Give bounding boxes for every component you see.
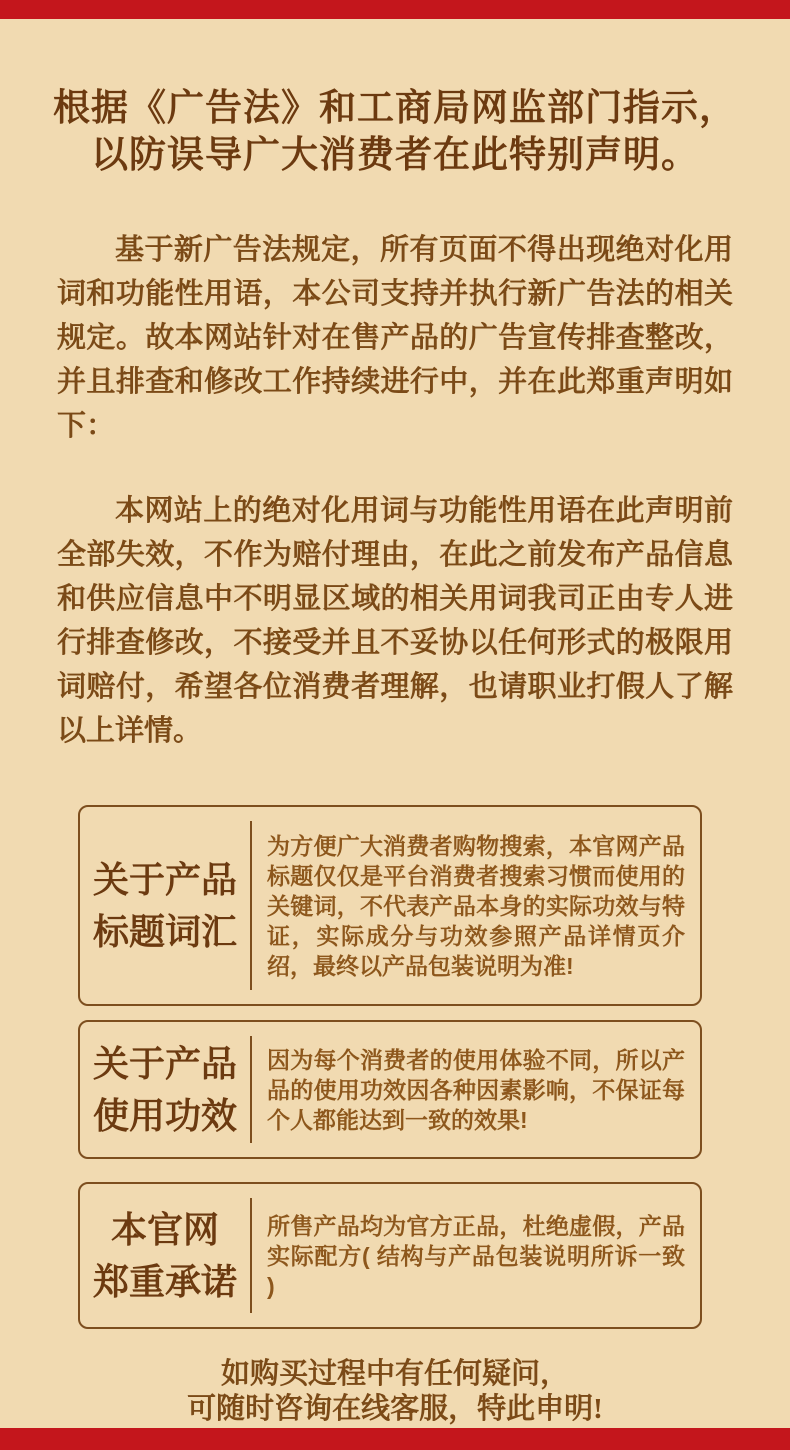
notice-box-title: [80, 1184, 250, 1327]
notice-box-body-text: 为方便广大消费者购物搜索，本官网产品标题仅仅是平台消费者搜索习惯而使用的关键词，不代表产品本身的实际功效与特证，实际成分与功效参照产品详情页介绍，最终以产品包装说明为准!: [267, 832, 685, 979]
top-red-bar: [0, 0, 790, 19]
footer-note: [0, 1357, 790, 1427]
notice-box-body: [252, 1022, 700, 1157]
notice-box-title-line-1: 关于产品: [92, 1043, 237, 1084]
notice-box-title-line-1: 关于产品: [92, 859, 237, 900]
notice-box-body-text: 因为每个消费者的使用体验不同，所以产品的使用功效因各种因素影响，不保证每个人都能达到一致的效果!: [267, 1046, 685, 1133]
notice-box-title: [80, 807, 250, 1004]
notice-box-body: [252, 807, 700, 1004]
page-title: [0, 66, 790, 179]
notice-box-official-promise: [78, 1182, 702, 1329]
footer-note-line-1: 如购买过程中有任何疑问，: [220, 1358, 569, 1390]
page-title-line-2: 以防误导广大消费者在此特别声明。: [91, 135, 699, 176]
bottom-red-bar: [0, 1428, 790, 1450]
notice-box-title-line-2: 郑重承诺: [92, 1261, 237, 1302]
page-title-line-1: 根据《广告法》和工商局网监部门指示，: [53, 88, 737, 129]
statement-paragraph-2: 本网站上的绝对化用词与功能性用语在此声明前全部失效，不作为赔付理由，在此之前发布产品信息和供应信息中不明显区域的相关用词我司正由专人进行排查修改，不接受并且不妥协以任何形式的极限用词赔付，希望各位消费者理解，也请职业打假人了解以上详情。: [57, 495, 733, 747]
notice-box-title-line-2: 标题词汇: [92, 911, 237, 952]
footer-note-line-2: 可随时咨询在线客服，特此申明!: [187, 1393, 603, 1425]
notice-box-product-title-keywords: [78, 805, 702, 1006]
notice-box-title-line-2: 使用功效: [92, 1095, 237, 1136]
notice-box-body: [252, 1184, 700, 1327]
notice-box-title-line-1: 本官网: [110, 1209, 219, 1250]
notice-box-title: [80, 1022, 250, 1157]
notice-box-product-usage-effect: [78, 1020, 702, 1159]
statement-paragraph-1: 基于新广告法规定，所有页面不得出现绝对化用词和功能性用语，本公司支持并执行新广告法的相关规定。故本网站针对在售产品的广告宣传排查整改，并且排查和修改工作持续进行中，并在此郑重声明如下：: [57, 234, 733, 442]
notice-box-body-text: 所售产品均为官方正品，杜绝虚假，产品实际配方( 结构与产品包装说明所诉一致 ): [267, 1212, 685, 1299]
